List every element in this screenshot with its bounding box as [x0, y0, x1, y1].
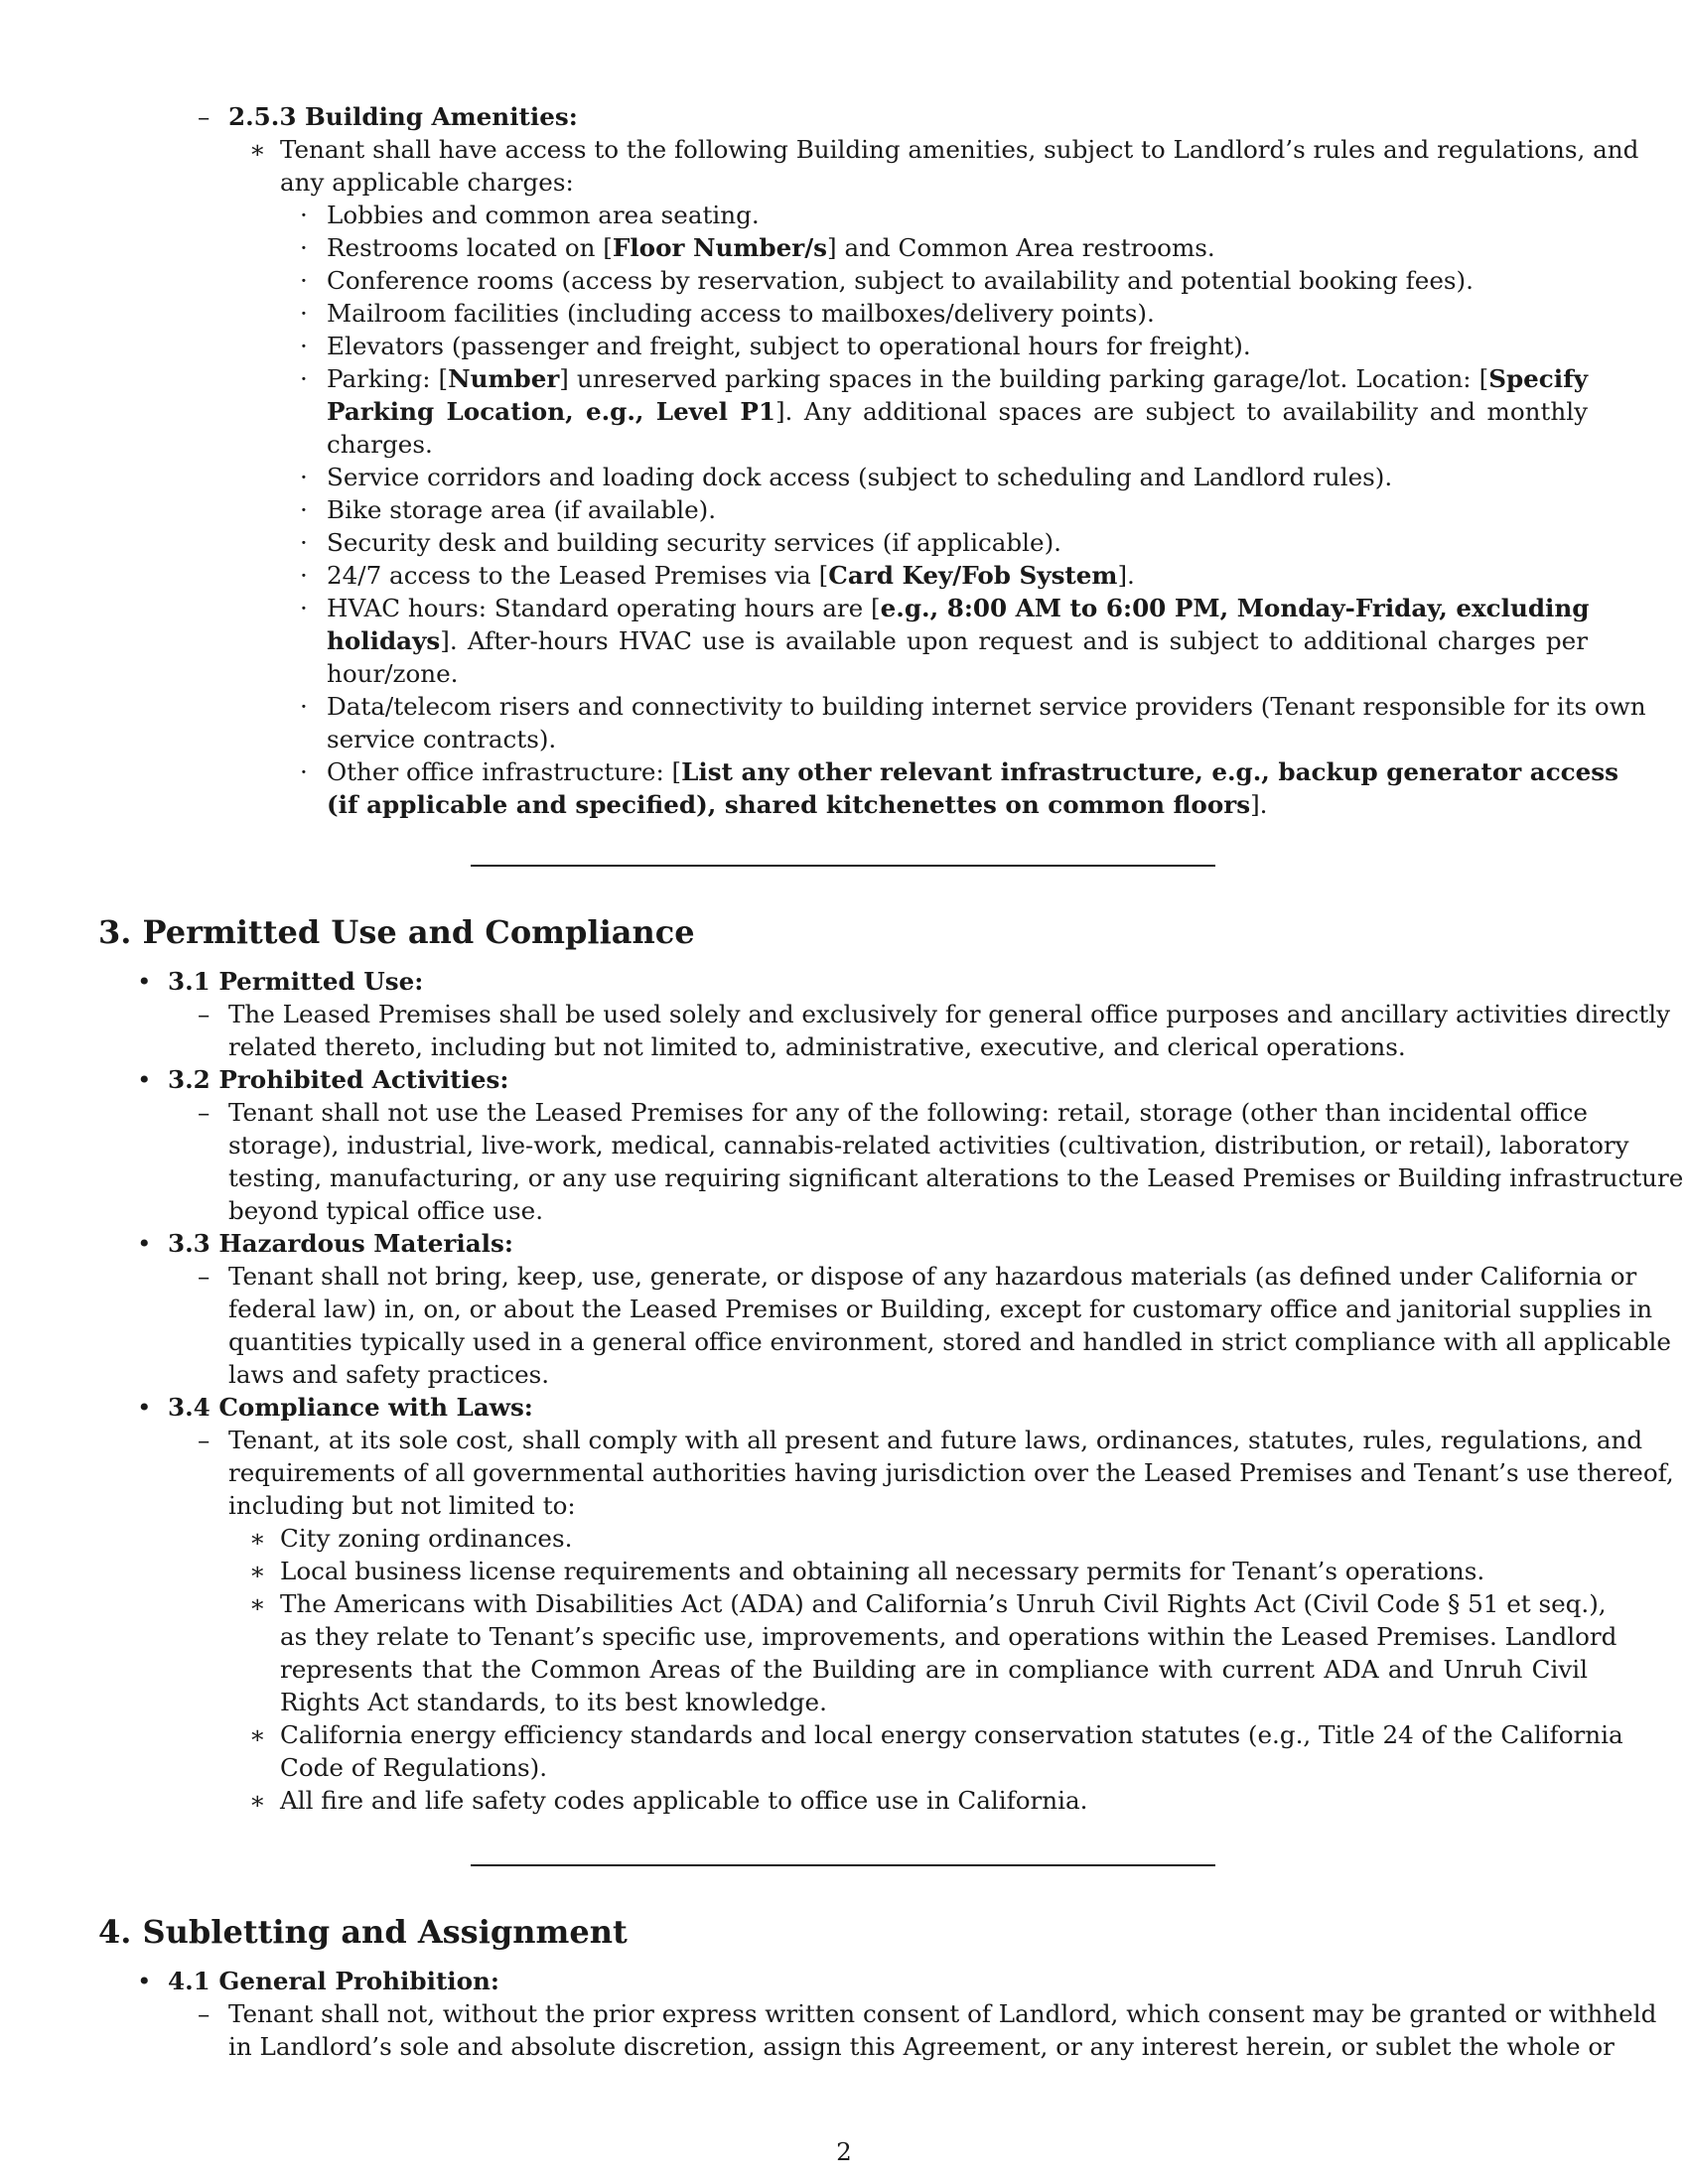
subsection-heading-3-3: 3.3 Hazardous Materials:	[168, 1229, 513, 1258]
dot-marker: ·	[300, 201, 308, 229]
bullet-marker: •	[137, 1967, 152, 1995]
paragraph-line: Tenant shall not, without the prior express written consent of Landlord, which consent may be granted or withheld	[228, 1999, 1657, 2028]
compliance-item-ada-line-3: represents that the Common Areas of the Building are in compliance with current ADA and Unruh Civil	[280, 1655, 1588, 1684]
dot-marker: ·	[300, 495, 308, 524]
compliance-item-energy-line-2: Code of Regulations).	[280, 1753, 548, 1782]
dash-marker: –	[198, 1262, 211, 1291]
horizontal-rule	[471, 1864, 1215, 1866]
amenity-item: Restrooms located on [Floor Number/s] and Common Area restrooms.	[327, 233, 1215, 262]
paragraph-line: beyond typical office use.	[228, 1196, 544, 1225]
compliance-item: All fire and life safety codes applicable to office use in California.	[280, 1786, 1088, 1815]
dash-marker: –	[198, 102, 211, 131]
amenity-item: Conference rooms (access by reservation, subject to availability and potential booking fees).	[327, 266, 1474, 295]
compliance-item: Local business license requirements and obtaining all necessary permits for Tenant’s operations.	[280, 1557, 1485, 1585]
dash-marker: –	[198, 1999, 211, 2028]
dot-marker: ·	[300, 233, 308, 262]
bullet-marker: •	[137, 1229, 152, 1258]
dot-marker: ·	[300, 332, 308, 360]
amenity-item: Service corridors and loading dock access (subject to scheduling and Landlord rules).	[327, 463, 1393, 491]
compliance-item: City zoning ordinances.	[280, 1524, 573, 1553]
compliance-item-ada-line-1: The Americans with Disabilities Act (ADA) and California’s Unruh Civil Rights Act (Civil Code § 51 et seq.),	[280, 1589, 1607, 1618]
dot-marker: ·	[300, 266, 308, 295]
dot-marker: ·	[300, 561, 308, 590]
paragraph-line: quantities typically used in a general office environment, stored and handled in strict compliance with all applicable	[228, 1327, 1671, 1356]
subsection-heading-3-2: 3.2 Prohibited Activities:	[168, 1065, 509, 1094]
compliance-item-ada-line-2: as they relate to Tenant’s specific use, improvements, and operations within the Leased Premises. Landlord	[280, 1622, 1618, 1651]
amenity-item-other-line-1: Other office infrastructure: [List any other relevant infrastructure, e.g., backup generator access	[327, 757, 1618, 786]
bullet-marker: •	[137, 1393, 152, 1422]
paragraph-line: requirements of all governmental authorities having jurisdiction over the Leased Premises and Tenant’s use thereof,	[228, 1458, 1674, 1487]
subsection-heading-2-5-3: 2.5.3 Building Amenities:	[228, 102, 578, 131]
amenity-item-telecom-line-1: Data/telecom risers and connectivity to building internet service providers (Tenant responsible for its own	[327, 692, 1646, 721]
paragraph-line: Tenant, at its sole cost, shall comply with all present and future laws, ordinances, statutes, rules, regulations, and	[228, 1426, 1643, 1454]
dot-marker: ·	[300, 463, 308, 491]
dot-marker: ·	[300, 364, 308, 393]
dot-marker: ·	[300, 757, 308, 786]
amenity-item-telecom-line-2: service contracts).	[327, 725, 557, 753]
amenity-item: 24/7 access to the Leased Premises via [Card Key/Fob System].	[327, 561, 1135, 590]
dot-marker: ·	[300, 528, 308, 557]
paragraph-line: related thereto, including but not limited to, administrative, executive, and clerical operations.	[228, 1032, 1406, 1061]
page-number: 2	[836, 2137, 852, 2166]
amenity-item: Elevators (passenger and freight, subject to operational hours for freight).	[327, 332, 1251, 360]
paragraph-line: including but not limited to:	[228, 1491, 576, 1520]
amenity-item-hvac-line-1: HVAC hours: Standard operating hours are [e.g., 8:00 AM to 6:00 PM, Monday-Friday, excluding	[327, 594, 1590, 622]
section-title-4: 4. Subletting and Assignment	[98, 1913, 628, 1951]
dash-marker: –	[198, 1000, 211, 1028]
amenity-item-other-line-2: (if applicable and specified), shared kitchenettes on common floors].	[327, 790, 1268, 819]
subsection-heading-4-1: 4.1 General Prohibition:	[168, 1967, 500, 1995]
amenity-item: Lobbies and common area seating.	[327, 201, 760, 229]
amenities-intro-line-1: Tenant shall have access to the following Building amenities, subject to Landlord’s rules and regulations, and	[280, 135, 1639, 164]
amenities-intro-line-2: any applicable charges:	[280, 168, 574, 197]
dot-marker: ·	[300, 692, 308, 721]
dot-marker: ·	[300, 594, 308, 622]
bullet-marker: •	[137, 967, 152, 996]
amenity-item: Mailroom facilities (including access to mailboxes/delivery points).	[327, 299, 1155, 328]
paragraph-line: in Landlord’s sole and absolute discretion, assign this Agreement, or any interest herein, or sublet the whole or	[228, 2032, 1615, 2061]
paragraph-line: Tenant shall not use the Leased Premises for any of the following: retail, storage (other than incidental office	[228, 1098, 1588, 1127]
star-marker: ∗	[249, 1720, 266, 1749]
dot-marker: ·	[300, 299, 308, 328]
paragraph-line: storage), industrial, live-work, medical, cannabis-related activities (cultivation, distribution, or retail), laboratory	[228, 1131, 1629, 1160]
star-marker: ∗	[249, 1524, 266, 1553]
amenity-item: Security desk and building security services (if applicable).	[327, 528, 1061, 557]
star-marker: ∗	[249, 135, 266, 164]
star-marker: ∗	[249, 1589, 266, 1618]
section-title-3: 3. Permitted Use and Compliance	[98, 913, 695, 951]
paragraph-line: laws and safety practices.	[228, 1360, 550, 1389]
amenity-item-parking-line-3: charges.	[327, 430, 433, 459]
amenity-item-parking-line-1: Parking: [Number] unreserved parking spaces in the building parking garage/lot. Location: [Specify	[327, 364, 1588, 393]
subsection-heading-3-1: 3.1 Permitted Use:	[168, 967, 424, 996]
amenity-item-parking-line-2: Parking Location, e.g., Level P1]. Any additional spaces are subject to availability and monthly	[327, 397, 1589, 426]
dash-marker: –	[198, 1426, 211, 1454]
amenity-item-hvac-line-3: hour/zone.	[327, 659, 459, 688]
star-marker: ∗	[249, 1557, 266, 1585]
compliance-item-ada-line-4: Rights Act standards, to its best knowledge.	[280, 1688, 827, 1716]
paragraph-line: The Leased Premises shall be used solely and exclusively for general office purposes and ancillary activities directly	[228, 1000, 1670, 1028]
subsection-heading-3-4: 3.4 Compliance with Laws:	[168, 1393, 533, 1422]
paragraph-line: testing, manufacturing, or any use requiring significant alterations to the Leased Premises or Building infrastructure	[228, 1163, 1684, 1192]
compliance-item-energy-line-1: California energy efficiency standards and local energy conservation statutes (e.g., Title 24 of the California	[280, 1720, 1623, 1749]
paragraph-line: federal law) in, on, or about the Leased Premises or Building, except for customary office and janitorial supplies in	[228, 1295, 1653, 1323]
bullet-marker: •	[137, 1065, 152, 1094]
paragraph-line: Tenant shall not bring, keep, use, generate, or dispose of any hazardous materials (as defined under California or	[228, 1262, 1637, 1291]
horizontal-rule	[471, 865, 1215, 867]
star-marker: ∗	[249, 1786, 266, 1815]
amenity-item: Bike storage area (if available).	[327, 495, 717, 524]
dash-marker: –	[198, 1098, 211, 1127]
amenity-item-hvac-line-2: holidays]. After-hours HVAC use is available upon request and is subject to additional charges per	[327, 626, 1588, 655]
